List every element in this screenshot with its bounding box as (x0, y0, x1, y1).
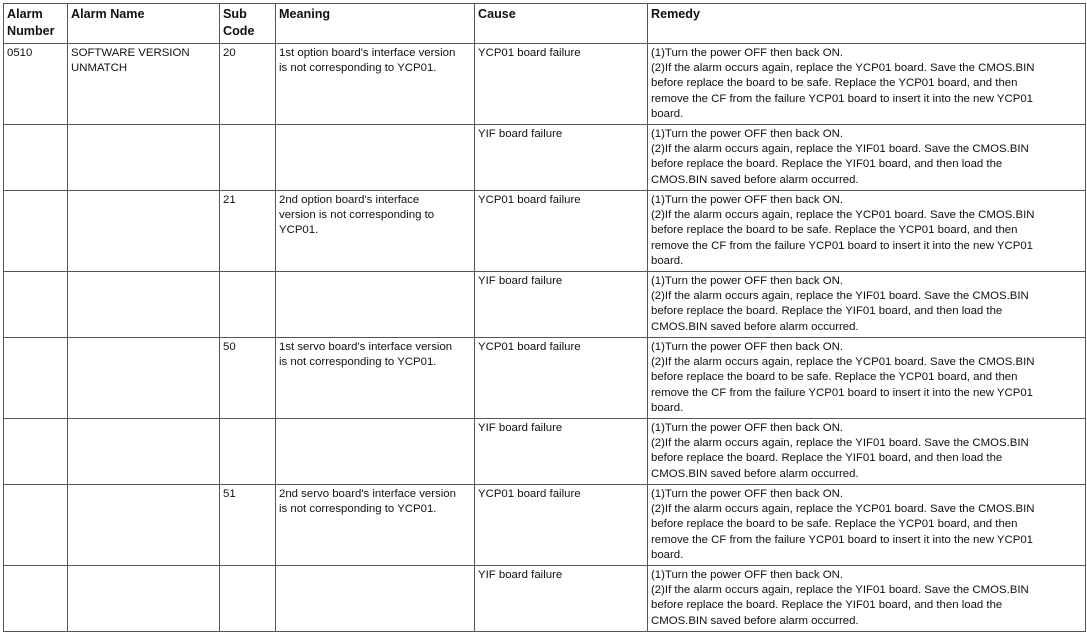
cell-alarm-number (4, 419, 68, 485)
meaning-line: YCP01. (279, 224, 319, 237)
remedy-line: before replace the board to be safe. Replace the YCP01 board, and then (651, 224, 1018, 237)
cell-remedy (648, 191, 1086, 272)
cell-cause: YCP01 board failure (475, 338, 648, 419)
cell-sub-code (220, 272, 276, 338)
cell-alarm-number (4, 272, 68, 338)
cell-alarm-number (4, 338, 68, 419)
remedy-line: before replace the board to be safe. Replace the YCP01 board, and then (651, 518, 1018, 531)
header-sub-code-line-2: Code (223, 24, 255, 38)
table-header-row (4, 4, 1086, 44)
table-row (4, 44, 1086, 125)
cell-cause: YIF board failure (475, 566, 648, 632)
header-sub-code-line-1: Sub (223, 7, 247, 21)
cell-cause: YIF board failure (475, 272, 648, 338)
cell-sub-code (220, 419, 276, 485)
cell-remedy (648, 338, 1086, 419)
cell-remedy (648, 44, 1086, 125)
remedy-line: (1)Turn the power OFF then back ON. (651, 422, 844, 434)
cell-alarm-name (68, 338, 220, 419)
remedy-line: CMOS.BIN saved before alarm occurred. (651, 173, 859, 186)
meaning-line: is not corresponding to YCP01. (279, 356, 437, 369)
header-alarm-number-line-1: Alarm (7, 7, 43, 21)
cell-alarm-name (68, 419, 220, 485)
header-alarm-name: Alarm Name (68, 4, 220, 44)
cell-cause: YCP01 board failure (475, 191, 648, 272)
meaning-line: 2nd servo board's interface version (279, 488, 456, 500)
remedy-line: (1)Turn the power OFF then back ON. (651, 128, 844, 140)
cell-alarm-name (68, 566, 220, 632)
cell-alarm-name (68, 191, 220, 272)
remedy-line: board. (651, 548, 684, 561)
remedy-line: before replace the board. Replace the YIF01 board, and then load the (651, 452, 1003, 465)
cell-sub-code: 21 (220, 191, 276, 272)
remedy-line: before replace the board to be safe. Replace the YCP01 board, and then (651, 371, 1018, 384)
alarm-name-line: SOFTWARE VERSION (71, 47, 190, 59)
remedy-line: (2)If the alarm occurs again, replace the YIF01 board. Save the CMOS.BIN (651, 584, 1029, 597)
cell-meaning (276, 44, 475, 125)
remedy-line: (2)If the alarm occurs again, replace the YCP01 board. Save the CMOS.BIN (651, 503, 1035, 516)
cell-alarm-name (68, 272, 220, 338)
cell-sub-code (220, 125, 276, 191)
meaning-line: 1st servo board's interface version (279, 341, 453, 353)
remedy-line: CMOS.BIN saved before alarm occurred. (651, 467, 859, 480)
cell-cause: YCP01 board failure (475, 44, 648, 125)
cell-meaning (276, 485, 475, 566)
remedy-line: remove the CF from the failure YCP01 board to insert it into the new YCP01 (651, 239, 1033, 252)
cell-sub-code: 20 (220, 44, 276, 125)
table-row (4, 125, 1086, 191)
cell-alarm-name (68, 44, 220, 125)
table-row (4, 338, 1086, 419)
meaning-line: 2nd option board's interface (279, 194, 420, 206)
cell-alarm-number (4, 125, 68, 191)
cell-sub-code: 51 (220, 485, 276, 566)
meaning-line: is not corresponding to YCP01. (279, 503, 437, 516)
remedy-line: before replace the board. Replace the YIF01 board, and then load the (651, 599, 1003, 612)
remedy-line: CMOS.BIN saved before alarm occurred. (651, 614, 859, 627)
table-body (4, 44, 1086, 632)
cell-sub-code: 50 (220, 338, 276, 419)
cell-meaning (276, 566, 475, 632)
header-alarm-number-line-2: Number (7, 24, 55, 38)
remedy-line: (2)If the alarm occurs again, replace the YIF01 board. Save the CMOS.BIN (651, 437, 1029, 450)
remedy-line: (2)If the alarm occurs again, replace the YCP01 board. Save the CMOS.BIN (651, 209, 1035, 222)
cell-meaning (276, 191, 475, 272)
cell-meaning (276, 272, 475, 338)
remedy-line: (2)If the alarm occurs again, replace the YIF01 board. Save the CMOS.BIN (651, 290, 1029, 303)
remedy-line: remove the CF from the failure YCP01 board to insert it into the new YCP01 (651, 92, 1033, 105)
remedy-line: (2)If the alarm occurs again, replace the YCP01 board. Save the CMOS.BIN (651, 62, 1035, 75)
meaning-line: version is not corresponding to (279, 209, 435, 222)
meaning-line: 1st option board's interface version (279, 47, 456, 59)
remedy-line: (1)Turn the power OFF then back ON. (651, 275, 844, 287)
remedy-line: before replace the board. Replace the YIF01 board, and then load the (651, 305, 1003, 318)
cell-cause: YCP01 board failure (475, 485, 648, 566)
cell-alarm-number (4, 485, 68, 566)
table-row (4, 191, 1086, 272)
header-cause: Cause (475, 4, 648, 44)
alarm-table (3, 3, 1086, 632)
header-alarm-number (4, 4, 68, 44)
cell-remedy (648, 125, 1086, 191)
cell-meaning (276, 338, 475, 419)
alarm-name-line: UNMATCH (71, 62, 128, 75)
header-remedy: Remedy (648, 4, 1086, 44)
cell-remedy (648, 272, 1086, 338)
remedy-line: remove the CF from the failure YCP01 board to insert it into the new YCP01 (651, 386, 1033, 399)
meaning-line: is not corresponding to YCP01. (279, 62, 437, 75)
cell-cause: YIF board failure (475, 125, 648, 191)
cell-alarm-number (4, 566, 68, 632)
cell-alarm-number: 0510 (4, 44, 68, 125)
table-row (4, 566, 1086, 632)
table-row (4, 272, 1086, 338)
cell-remedy (648, 419, 1086, 485)
table-row (4, 419, 1086, 485)
cell-remedy (648, 485, 1086, 566)
table-row (4, 485, 1086, 566)
remedy-line: before replace the board. Replace the YIF01 board, and then load the (651, 158, 1003, 171)
cell-alarm-name (68, 125, 220, 191)
cell-sub-code (220, 566, 276, 632)
cell-alarm-name (68, 485, 220, 566)
remedy-line: (1)Turn the power OFF then back ON. (651, 488, 844, 500)
cell-meaning (276, 419, 475, 485)
remedy-line: before replace the board to be safe. Replace the YCP01 board, and then (651, 77, 1018, 90)
remedy-line: remove the CF from the failure YCP01 board to insert it into the new YCP01 (651, 533, 1033, 546)
remedy-line: (1)Turn the power OFF then back ON. (651, 569, 844, 581)
cell-alarm-number (4, 191, 68, 272)
remedy-line: (2)If the alarm occurs again, replace the YCP01 board. Save the CMOS.BIN (651, 356, 1035, 369)
header-meaning: Meaning (276, 4, 475, 44)
remedy-line: board. (651, 401, 684, 414)
remedy-line: CMOS.BIN saved before alarm occurred. (651, 320, 859, 333)
cell-cause: YIF board failure (475, 419, 648, 485)
remedy-line: (1)Turn the power OFF then back ON. (651, 47, 844, 59)
cell-meaning (276, 125, 475, 191)
header-sub-code (220, 4, 276, 44)
remedy-line: board. (651, 254, 684, 267)
remedy-line: (2)If the alarm occurs again, replace the YIF01 board. Save the CMOS.BIN (651, 143, 1029, 156)
remedy-line: (1)Turn the power OFF then back ON. (651, 341, 844, 353)
remedy-line: board. (651, 107, 684, 120)
remedy-line: (1)Turn the power OFF then back ON. (651, 194, 844, 206)
cell-remedy (648, 566, 1086, 632)
